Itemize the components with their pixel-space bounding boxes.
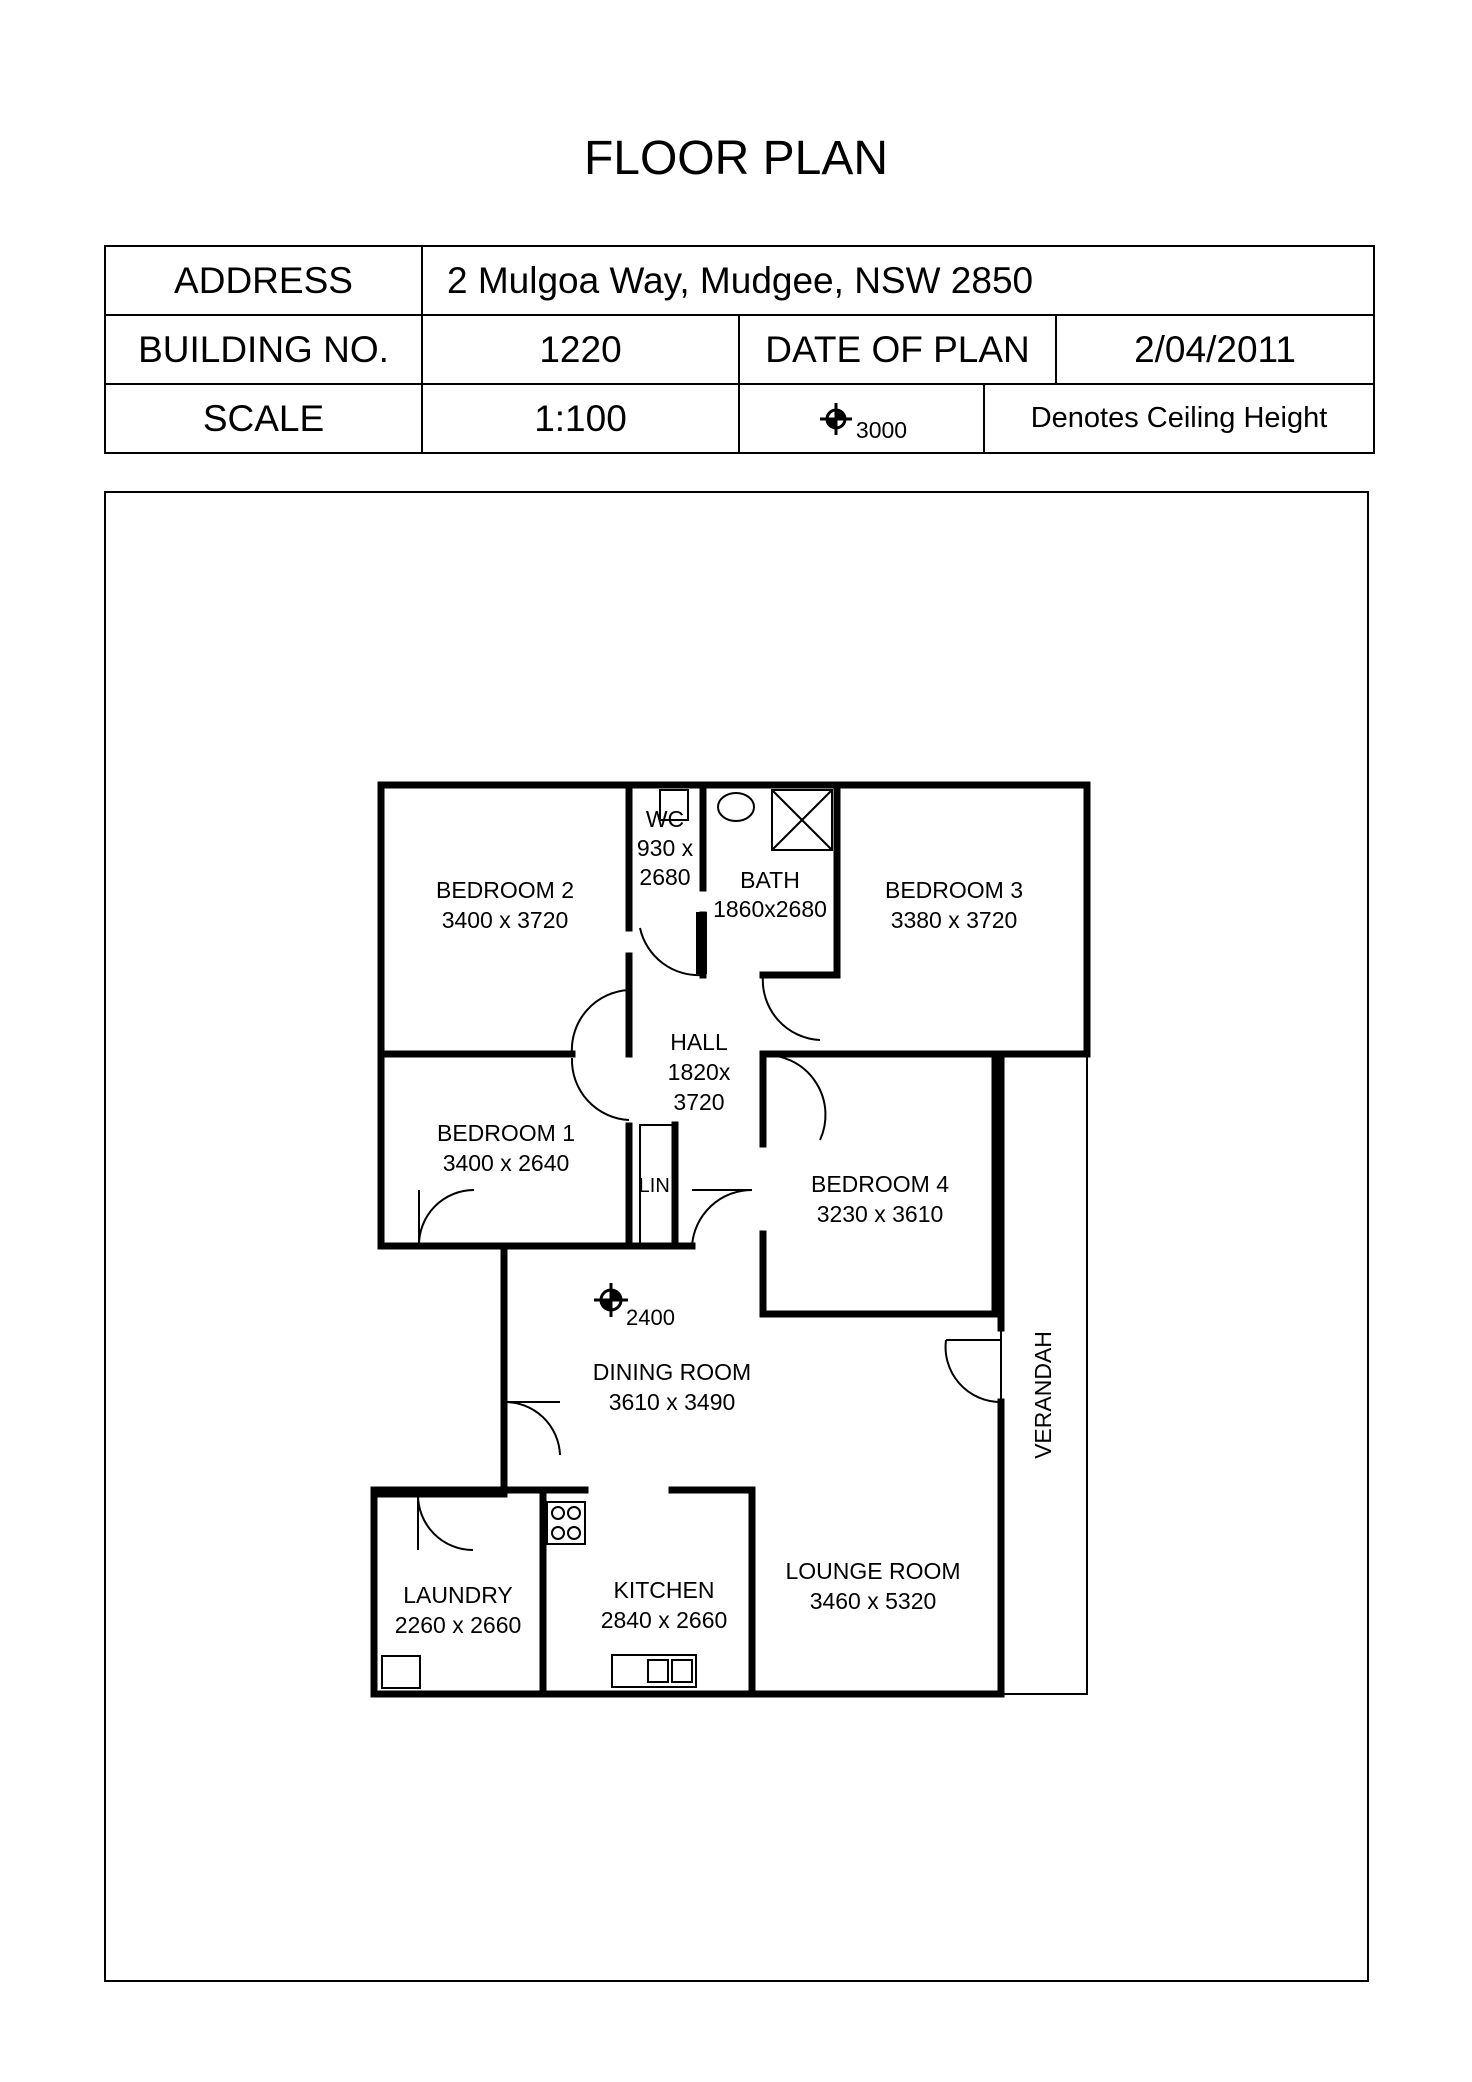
basin-icon bbox=[718, 793, 754, 821]
door-verandah bbox=[946, 1340, 1001, 1402]
scale-value: 1:100 bbox=[422, 384, 739, 453]
wall-stub bbox=[696, 912, 707, 974]
door-laundry-side bbox=[504, 1402, 560, 1455]
building-value: 1220 bbox=[422, 315, 739, 384]
room-hall-size2: 3720 bbox=[673, 1089, 725, 1115]
date-value: 2/04/2011 bbox=[1056, 315, 1374, 384]
room-bedroom3-name: BEDROOM 3 bbox=[884, 877, 1024, 903]
ceiling-height-marker-value: 2400 bbox=[626, 1305, 675, 1330]
ceiling-legend-value: 3000 bbox=[855, 417, 908, 443]
room-lounge-name: LOUNGE ROOM bbox=[785, 1558, 961, 1584]
stove-icon bbox=[547, 1502, 585, 1544]
door-bedroom4 bbox=[763, 1055, 825, 1140]
date-label: DATE OF PLAN bbox=[739, 315, 1056, 384]
ceiling-height-marker bbox=[594, 1283, 675, 1330]
door-bedroom2 bbox=[572, 990, 629, 1054]
scale-label: SCALE bbox=[105, 384, 422, 453]
page-title: FLOOR PLAN bbox=[583, 132, 889, 185]
door-bedroom1-b bbox=[419, 1190, 474, 1246]
room-bath-size: 1860x2680 bbox=[713, 896, 827, 922]
room-bedroom1-size: 3400 x 2640 bbox=[442, 1150, 570, 1176]
room-bath-name: BATH bbox=[740, 867, 800, 893]
room-labels bbox=[395, 806, 1056, 1638]
room-hall-size1: 1820x bbox=[667, 1059, 731, 1085]
room-kitchen-size: 2840 x 2660 bbox=[600, 1607, 728, 1633]
room-bedroom3-size: 3380 x 3720 bbox=[890, 907, 1018, 933]
room-wc-size1: 930 x bbox=[636, 835, 694, 861]
door-bedroom3 bbox=[763, 975, 820, 1040]
room-bedroom2-size: 3400 x 3720 bbox=[441, 907, 569, 933]
room-wc-name: WC bbox=[645, 806, 685, 832]
room-wc-size2: 2680 bbox=[639, 864, 691, 890]
room-lounge-size: 3460 x 5320 bbox=[809, 1588, 937, 1614]
room-dining-size: 3610 x 3490 bbox=[608, 1389, 736, 1415]
ceiling-legend-text: Denotes Ceiling Height bbox=[1030, 402, 1328, 434]
address-value: 2 Mulgoa Way, Mudgee, NSW 2850 bbox=[422, 246, 1374, 315]
room-dining-name: DINING ROOM bbox=[592, 1359, 752, 1385]
laundry-tub-icon bbox=[382, 1656, 420, 1688]
room-linen-name: LIN. bbox=[638, 1175, 676, 1197]
door-bedroom1 bbox=[572, 1058, 629, 1120]
room-bedroom1-name: BEDROOM 1 bbox=[436, 1120, 576, 1146]
room-laundry-name: LAUNDRY bbox=[403, 1582, 513, 1608]
room-hall-name: HALL bbox=[670, 1029, 728, 1055]
door-laundry bbox=[418, 1494, 473, 1550]
room-kitchen-name: KITCHEN bbox=[613, 1577, 715, 1603]
door-dining bbox=[692, 1190, 752, 1246]
room-bedroom2-name: BEDROOM 2 bbox=[435, 877, 575, 903]
ceiling-height-marker-icon bbox=[594, 1283, 628, 1317]
room-bedroom4-name: BEDROOM 4 bbox=[810, 1171, 950, 1197]
room-laundry-size: 2260 x 2660 bbox=[394, 1612, 522, 1638]
building-label: BUILDING NO. bbox=[105, 315, 422, 384]
door-wc bbox=[640, 928, 703, 975]
room-verandah-name: VERANDAH bbox=[1030, 1331, 1056, 1459]
room-bedroom4-size: 3230 x 3610 bbox=[816, 1201, 944, 1227]
address-label: ADDRESS bbox=[105, 246, 422, 315]
